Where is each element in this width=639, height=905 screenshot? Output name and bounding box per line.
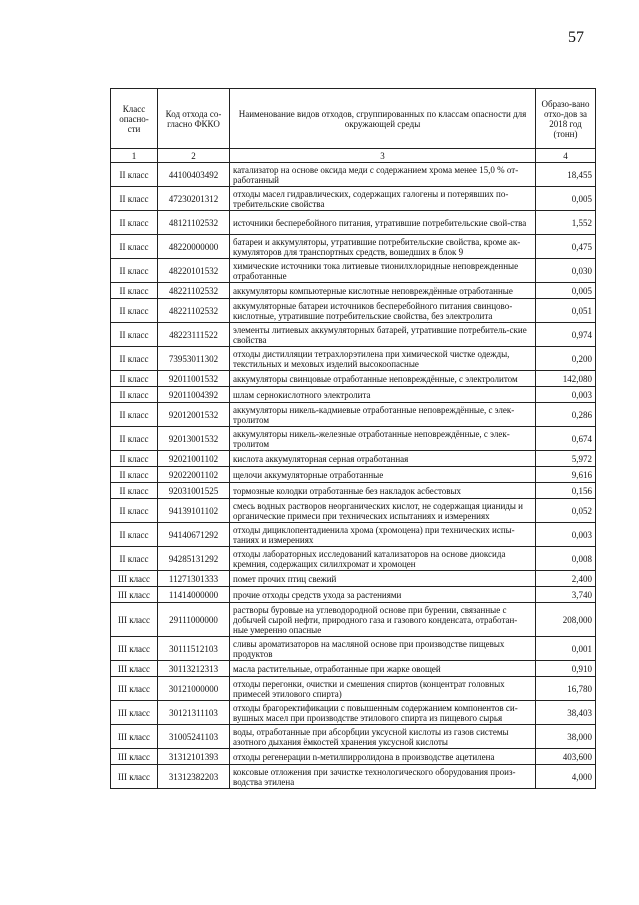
table-row bbox=[111, 451, 596, 467]
waste-name-cell: смесь водных растворов неорганических кислот, не содержащая цианиды и органические примеси при технических испытаниях и измерениях bbox=[230, 499, 536, 523]
hazard-class-cell: III класс bbox=[111, 603, 158, 637]
waste-name-cell: отходы перегонки, очистки и смешения спиртов (концентрат головных примесей этилового спирта) bbox=[230, 677, 536, 701]
hazard-class-cell: II класс bbox=[111, 187, 158, 211]
waste-code-cell: 47230201312 bbox=[158, 187, 230, 211]
hazard-class-cell: II класс bbox=[111, 499, 158, 523]
waste-name-cell: аккумуляторные батареи источников бесперебойного питания свинцово-кислотные, утратившие потребительские свойства, без электролита bbox=[230, 299, 536, 323]
table-row bbox=[111, 211, 596, 235]
table-row bbox=[111, 299, 596, 323]
waste-amount-cell: 0,005 bbox=[536, 283, 596, 299]
table-body bbox=[111, 163, 596, 789]
waste-code-cell: 48221102532 bbox=[158, 283, 230, 299]
waste-name-cell: аккумуляторы никель-кадмиевые отработанные неповреждённые, с элек-тролитом bbox=[230, 403, 536, 427]
hazard-class-cell: II класс bbox=[111, 323, 158, 347]
waste-name-cell: кислота аккумуляторная серная отработанная bbox=[230, 451, 536, 467]
waste-amount-cell: 0,030 bbox=[536, 259, 596, 283]
waste-amount-cell: 0,156 bbox=[536, 483, 596, 499]
table-row bbox=[111, 661, 596, 677]
hazard-class-cell: II класс bbox=[111, 163, 158, 187]
hazard-class-cell: II класс bbox=[111, 467, 158, 483]
table-row bbox=[111, 725, 596, 749]
waste-name-cell: аккумуляторы никель-железные отработанные неповреждённые, с элек-тролитом bbox=[230, 427, 536, 451]
table-row bbox=[111, 499, 596, 523]
waste-code-cell: 48220101532 bbox=[158, 259, 230, 283]
table-row bbox=[111, 403, 596, 427]
waste-amount-cell: 142,080 bbox=[536, 371, 596, 387]
waste-code-cell: 44100403492 bbox=[158, 163, 230, 187]
table-row bbox=[111, 427, 596, 451]
waste-code-cell: 30121311103 bbox=[158, 701, 230, 725]
hazard-class-cell: III класс bbox=[111, 587, 158, 603]
waste-amount-cell: 0,051 bbox=[536, 299, 596, 323]
waste-name-cell: помет прочих птиц свежий bbox=[230, 571, 536, 587]
waste-name-cell: отходы масел гидравлических, содержащих галогены и потерявших по-требительские свойства bbox=[230, 187, 536, 211]
hazard-class-cell: II класс bbox=[111, 523, 158, 547]
column-number: 1 bbox=[111, 149, 158, 163]
waste-name-cell: отходы брагоректификации с повышенным содержанием компонентов си-вушных масел при производстве этилового спирта из пищевого сырья bbox=[230, 701, 536, 725]
waste-name-cell: аккумуляторы компьютерные кислотные неповреждённые отработанные bbox=[230, 283, 536, 299]
waste-name-cell: коксовые отложения при зачистке технологического оборудования произ-водства этилена bbox=[230, 765, 536, 789]
waste-code-cell: 92011001532 bbox=[158, 371, 230, 387]
waste-amount-cell: 2,400 bbox=[536, 571, 596, 587]
page-number: 57 bbox=[568, 29, 584, 46]
column-number: 3 bbox=[230, 149, 536, 163]
waste-code-cell: 92021001102 bbox=[158, 451, 230, 467]
hazard-class-cell: II класс bbox=[111, 483, 158, 499]
table-row bbox=[111, 163, 596, 187]
waste-code-cell: 11414000000 bbox=[158, 587, 230, 603]
waste-amount-cell: 3,740 bbox=[536, 587, 596, 603]
hazard-class-cell: II класс bbox=[111, 235, 158, 259]
waste-code-cell: 30121000000 bbox=[158, 677, 230, 701]
table-row bbox=[111, 347, 596, 371]
waste-amount-cell: 0,910 bbox=[536, 661, 596, 677]
waste-name-cell: химические источники тока литиевые тионилхлоридные неповрежденные отработанные bbox=[230, 259, 536, 283]
hazard-class-cell: II класс bbox=[111, 371, 158, 387]
waste-amount-cell: 5,972 bbox=[536, 451, 596, 467]
waste-code-cell: 94140671292 bbox=[158, 523, 230, 547]
table-header-row bbox=[111, 89, 596, 149]
waste-amount-cell: 38,000 bbox=[536, 725, 596, 749]
table-row bbox=[111, 187, 596, 211]
hazard-class-cell: III класс bbox=[111, 765, 158, 789]
waste-name-cell: источники бесперебойного питания, утратившие потребительские свой-ства bbox=[230, 211, 536, 235]
waste-code-cell: 92011004392 bbox=[158, 387, 230, 403]
hazard-class-cell: II класс bbox=[111, 547, 158, 571]
waste-name-cell: щелочи аккумуляторные отработанные bbox=[230, 467, 536, 483]
hazard-class-cell: II класс bbox=[111, 347, 158, 371]
table-row bbox=[111, 483, 596, 499]
waste-amount-cell: 0,008 bbox=[536, 547, 596, 571]
table-row bbox=[111, 387, 596, 403]
table-row bbox=[111, 371, 596, 387]
table-row bbox=[111, 701, 596, 725]
table-row bbox=[111, 323, 596, 347]
column-number-row bbox=[111, 149, 596, 163]
hazard-class-cell: III класс bbox=[111, 637, 158, 661]
waste-name-cell: прочие отходы средств ухода за растениями bbox=[230, 587, 536, 603]
waste-name-cell: тормозные колодки отработанные без накладок асбестовых bbox=[230, 483, 536, 499]
hazard-class-cell: III класс bbox=[111, 571, 158, 587]
hazard-class-cell: III класс bbox=[111, 661, 158, 677]
waste-code-cell: 94139101102 bbox=[158, 499, 230, 523]
waste-amount-cell: 16,780 bbox=[536, 677, 596, 701]
waste-table bbox=[110, 88, 596, 789]
waste-amount-cell: 1,552 bbox=[536, 211, 596, 235]
waste-amount-cell: 0,475 bbox=[536, 235, 596, 259]
header-waste-code: Код отхода со-гласно ФККО bbox=[158, 89, 230, 149]
hazard-class-cell: II класс bbox=[111, 387, 158, 403]
hazard-class-cell: III класс bbox=[111, 677, 158, 701]
waste-code-cell: 30111512103 bbox=[158, 637, 230, 661]
table-row bbox=[111, 603, 596, 637]
header-waste-amount: Образо-вано отхо-дов за 2018 год (тонн) bbox=[536, 89, 596, 149]
waste-code-cell: 92031001525 bbox=[158, 483, 230, 499]
waste-amount-cell: 0,974 bbox=[536, 323, 596, 347]
table-row bbox=[111, 677, 596, 701]
table-row bbox=[111, 235, 596, 259]
waste-name-cell: элементы литиевых аккумуляторных батарей, утратившие потребитель-ские свойства bbox=[230, 323, 536, 347]
waste-code-cell: 73953011302 bbox=[158, 347, 230, 371]
hazard-class-cell: III класс bbox=[111, 701, 158, 725]
waste-name-cell: сливы ароматизаторов на масляной основе при производстве пищевых продуктов bbox=[230, 637, 536, 661]
waste-name-cell: аккумуляторы свинцовые отработанные неповреждённые, с электролитом bbox=[230, 371, 536, 387]
hazard-class-cell: II класс bbox=[111, 283, 158, 299]
waste-name-cell: катализатор на основе оксида меди с содержанием хрома менее 15,0 % от-работанный bbox=[230, 163, 536, 187]
table-row bbox=[111, 523, 596, 547]
waste-name-cell: растворы буровые на углеводородной основе при бурении, связанные с добычей сырой нефти, природного газа и газового конденсата, отработан-ные умеренно опасные bbox=[230, 603, 536, 637]
column-number: 2 bbox=[158, 149, 230, 163]
waste-name-cell: батареи и аккумуляторы, утратившие потребительские свойства, кроме ак-кумуляторов для транспортных средств, вошедших в блок 9 bbox=[230, 235, 536, 259]
waste-name-cell: отходы лабораторных исследований катализаторов на основе диоксида кремния, содержащих силилхромат и хромоцен bbox=[230, 547, 536, 571]
waste-name-cell: отходы дициклопентадиенила хрома (хромоцена) при технических испы-таниях и измерениях bbox=[230, 523, 536, 547]
hazard-class-cell: III класс bbox=[111, 749, 158, 765]
hazard-class-cell: III класс bbox=[111, 725, 158, 749]
table-row bbox=[111, 749, 596, 765]
waste-code-cell: 92022001102 bbox=[158, 467, 230, 483]
waste-code-cell: 11271301333 bbox=[158, 571, 230, 587]
waste-amount-cell: 9,616 bbox=[536, 467, 596, 483]
waste-amount-cell: 0,001 bbox=[536, 637, 596, 661]
table-row bbox=[111, 571, 596, 587]
waste-code-cell: 30113212313 bbox=[158, 661, 230, 677]
hazard-class-cell: II класс bbox=[111, 451, 158, 467]
table-row bbox=[111, 259, 596, 283]
waste-amount-cell: 18,455 bbox=[536, 163, 596, 187]
waste-code-cell: 48223111522 bbox=[158, 323, 230, 347]
waste-amount-cell: 403,600 bbox=[536, 749, 596, 765]
waste-code-cell: 92013001532 bbox=[158, 427, 230, 451]
table-row bbox=[111, 283, 596, 299]
waste-amount-cell: 0,052 bbox=[536, 499, 596, 523]
waste-amount-cell: 38,403 bbox=[536, 701, 596, 725]
waste-code-cell: 48221102532 bbox=[158, 299, 230, 323]
waste-amount-cell: 0,005 bbox=[536, 187, 596, 211]
header-hazard-class: Класс опасно-сти bbox=[111, 89, 158, 149]
waste-amount-cell: 0,003 bbox=[536, 387, 596, 403]
table-row bbox=[111, 467, 596, 483]
waste-name-cell: воды, отработанные при абсорбции уксусной кислоты из газов системы азотного дыхания ёмкостей хранения уксусной кислоты bbox=[230, 725, 536, 749]
table-row bbox=[111, 765, 596, 789]
waste-code-cell: 31312382203 bbox=[158, 765, 230, 789]
waste-name-cell: отходы регенерации n-метилпирролидона в производстве ацетилена bbox=[230, 749, 536, 765]
header-waste-name: Наименование видов отходов, сгруппированных по классам опасности для окружающей среды bbox=[230, 89, 536, 149]
waste-name-cell: шлам сернокислотного электролита bbox=[230, 387, 536, 403]
waste-code-cell: 92012001532 bbox=[158, 403, 230, 427]
hazard-class-cell: II класс bbox=[111, 403, 158, 427]
waste-amount-cell: 0,286 bbox=[536, 403, 596, 427]
waste-code-cell: 48220000000 bbox=[158, 235, 230, 259]
waste-code-cell: 31005241103 bbox=[158, 725, 230, 749]
waste-amount-cell: 208,000 bbox=[536, 603, 596, 637]
waste-code-cell: 29111000000 bbox=[158, 603, 230, 637]
hazard-class-cell: II класс bbox=[111, 211, 158, 235]
table-row bbox=[111, 637, 596, 661]
hazard-class-cell: II класс bbox=[111, 259, 158, 283]
hazard-class-cell: II класс bbox=[111, 427, 158, 451]
table-row bbox=[111, 547, 596, 571]
waste-code-cell: 31312101393 bbox=[158, 749, 230, 765]
waste-amount-cell: 0,674 bbox=[536, 427, 596, 451]
waste-name-cell: масла растительные, отработанные при жарке овощей bbox=[230, 661, 536, 677]
hazard-class-cell: II класс bbox=[111, 299, 158, 323]
table-row bbox=[111, 587, 596, 603]
waste-code-cell: 94285131292 bbox=[158, 547, 230, 571]
waste-amount-cell: 0,200 bbox=[536, 347, 596, 371]
waste-amount-cell: 0,003 bbox=[536, 523, 596, 547]
waste-amount-cell: 4,000 bbox=[536, 765, 596, 789]
waste-name-cell: отходы дистилляции тетрахлорэтилена при химической чистке одежды, текстильных и меховых изделий высокоопасные bbox=[230, 347, 536, 371]
waste-code-cell: 48121102532 bbox=[158, 211, 230, 235]
column-number: 4 bbox=[536, 149, 596, 163]
